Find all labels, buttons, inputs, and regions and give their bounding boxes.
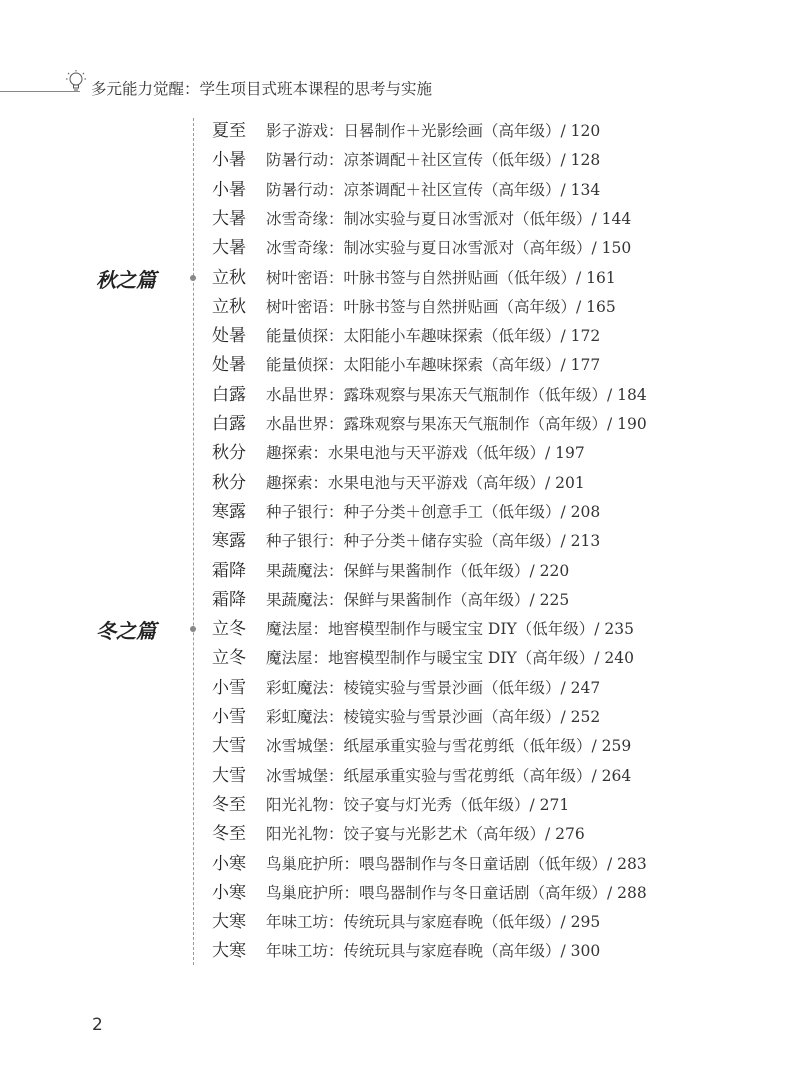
solar-term: 小暑 [212, 150, 246, 171]
toc-entry: 冰雪城堡：纸屋承重实验与雪花剪纸（高年级）/ 264 [266, 766, 632, 785]
toc-row [212, 380, 647, 409]
toc-entry: 彩虹魔法：棱镜实验与雪景沙画（高年级）/ 252 [266, 708, 601, 726]
toc-entry: 年味工坊：传统玩具与家庭春晚（高年级）/ 300 [266, 942, 601, 961]
toc-row [212, 878, 647, 907]
toc-row [212, 526, 600, 555]
book-title: 多元能力觉醒：学生项目式班本课程的思考与实施 [91, 80, 433, 98]
toc-row [212, 614, 634, 643]
toc-entry: 冰雪城堡：纸屋承重实验与雪花剪纸（低年级）/ 259 [266, 737, 632, 756]
toc-row [212, 790, 569, 819]
toc-entry: 阳光礼物：饺子宴与光影艺术（高年级）/ 276 [266, 825, 585, 844]
toc-row [212, 907, 600, 936]
solar-term: 大暑 [212, 208, 246, 229]
toc-entry: 能量侦探：太阳能小车趣味探索（低年级）/ 172 [266, 327, 601, 346]
toc-entry: 果蔬魔法：保鲜与果酱制作（高年级）/ 225 [266, 590, 570, 609]
solar-term: 大寒 [212, 912, 246, 933]
toc-entry: 防暑行动：凉茶调配＋社区宣传（高年级）/ 134 [266, 180, 601, 199]
solar-term: 大雪 [212, 736, 246, 757]
solar-term: 冬至 [212, 794, 246, 815]
solar-term: 白露 [212, 414, 246, 434]
solar-term: 霜降 [212, 589, 246, 610]
solar-term: 立冬 [212, 619, 246, 640]
solar-term: 霜降 [212, 560, 246, 581]
toc-row [212, 116, 600, 145]
toc-row [212, 936, 600, 965]
toc-row [212, 233, 631, 262]
toc-entry: 影子游戏：日晷制作＋光影绘画（高年级）/ 120 [266, 122, 601, 140]
toc-row [212, 849, 647, 878]
solar-term: 处暑 [212, 355, 246, 376]
solar-term: 小雪 [212, 677, 246, 698]
toc-row [212, 761, 631, 790]
lightbulb-icon [66, 70, 86, 94]
section-marker-dot [190, 626, 196, 632]
solar-term: 小寒 [212, 853, 246, 874]
solar-term: 立冬 [212, 648, 246, 669]
solar-term: 小寒 [212, 882, 246, 903]
toc-row [212, 556, 569, 585]
toc-entry: 鸟巢庇护所：喂鸟器制作与冬日童话剧（高年级）/ 288 [266, 883, 647, 902]
toc-entry: 果蔬魔法：保鲜与果酱制作（低年级）/ 220 [266, 561, 570, 580]
toc-entry: 种子银行：种子分类＋创意手工（低年级）/ 208 [266, 502, 601, 521]
toc-row [212, 731, 631, 760]
toc-entry: 种子银行：种子分类＋储存实验（高年级）/ 213 [266, 532, 601, 551]
toc-row [212, 673, 600, 702]
toc-entry: 彩虹魔法：棱镜实验与雪景沙画（低年级）/ 247 [266, 678, 601, 697]
toc-entry: 树叶密语：叶脉书签与自然拼贴画（低年级）/ 161 [266, 268, 616, 287]
section-title: 冬之篇 [96, 619, 156, 644]
toc-row [212, 497, 600, 526]
solar-term: 大寒 [212, 941, 246, 962]
solar-term: 立秋 [212, 296, 246, 317]
toc-entry: 防暑行动：凉茶调配＋社区宣传（低年级）/ 128 [266, 151, 601, 170]
page-number: 2 [92, 1015, 103, 1035]
toc-row [212, 204, 631, 233]
solar-term: 秋分 [212, 443, 246, 464]
solar-term: 小雪 [212, 707, 246, 727]
toc-row [212, 263, 616, 292]
solar-term: 秋分 [212, 472, 246, 493]
section-marker-dot [190, 275, 196, 281]
toc-entry: 冰雪奇缘：制冰实验与夏日冰雪派对（低年级）/ 144 [266, 209, 632, 228]
solar-term: 寒露 [212, 531, 246, 552]
solar-term: 处暑 [212, 326, 246, 347]
toc-row [212, 438, 585, 467]
toc-entry: 冰雪奇缘：制冰实验与夏日冰雪派对（高年级）/ 150 [266, 239, 632, 258]
toc-row [212, 321, 600, 350]
toc-entry: 树叶密语：叶脉书签与自然拼贴画（高年级）/ 165 [266, 297, 616, 316]
solar-term: 冬至 [212, 824, 246, 845]
toc-row [212, 585, 569, 614]
toc-entry: 阳光礼物：饺子宴与灯光秀（低年级）/ 271 [266, 795, 570, 814]
solar-term: 寒露 [212, 501, 246, 522]
toc-entry: 魔法屋：地窖模型制作与暖宝宝 DIY（低年级）/ 235 [266, 620, 634, 639]
toc-entry: 趣探索：水果电池与天平游戏（低年级）/ 197 [266, 444, 585, 463]
toc-row [212, 145, 600, 174]
toc-row [212, 409, 647, 438]
toc-row [212, 819, 585, 848]
toc-entry: 水晶世界：露珠观察与果冻天气瓶制作（低年级）/ 184 [266, 385, 647, 404]
toc-entry: 鸟巢庇护所：喂鸟器制作与冬日童话剧（低年级）/ 283 [266, 854, 647, 873]
toc-row [212, 468, 585, 497]
solar-term: 大雪 [212, 765, 246, 786]
toc-entry: 水晶世界：露珠观察与果冻天气瓶制作（高年级）/ 190 [266, 415, 647, 433]
toc-row [212, 350, 600, 379]
solar-term: 小暑 [212, 179, 246, 200]
solar-term: 夏至 [212, 121, 246, 141]
toc-entry: 魔法屋：地窖模型制作与暖宝宝 DIY（高年级）/ 240 [266, 649, 634, 668]
solar-term: 大暑 [212, 238, 246, 259]
toc-row [212, 643, 634, 672]
toc-row [212, 702, 600, 731]
section-title: 秋之篇 [96, 267, 156, 292]
toc-row [212, 175, 600, 204]
solar-term: 立秋 [212, 267, 246, 288]
toc-row [212, 292, 616, 321]
solar-term: 白露 [212, 384, 246, 405]
toc-entry: 趣探索：水果电池与天平游戏（高年级）/ 201 [266, 473, 585, 492]
toc-entry: 能量侦探：太阳能小车趣味探索（高年级）/ 177 [266, 356, 601, 375]
timeline-line [193, 118, 194, 965]
toc-entry: 年味工坊：传统玩具与家庭春晚（低年级）/ 295 [266, 913, 601, 932]
